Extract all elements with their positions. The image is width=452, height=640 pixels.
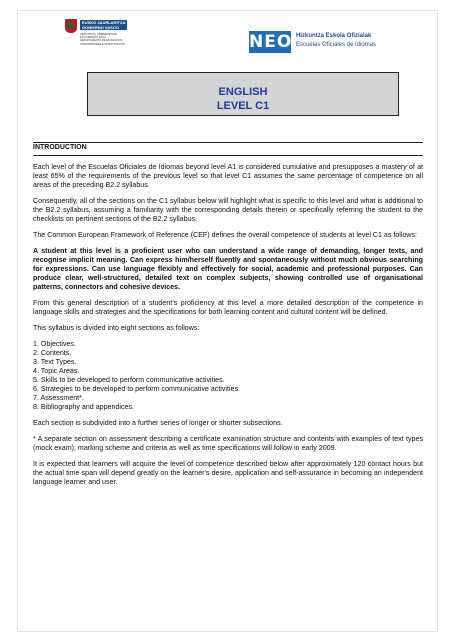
list-item: 1. Objectives. <box>33 340 76 348</box>
title-level: LEVEL C1 <box>216 100 270 112</box>
list-item: 4. Topic Areas. <box>33 367 80 375</box>
paragraph: This syllabus is divided into eight sections as follows: <box>33 324 200 332</box>
section-heading-bar <box>33 142 423 156</box>
paragraph: * A separate section on assessment describing a certificate examination structure and contents with examples of text types (mock exam), marking scheme and criteria as well as time specifications will follow in early 2009. <box>33 435 423 452</box>
gov-subtitle: HEZKUNTZA, UNIBERTSITATE ETA IKERKETA SAILA DEPARTAMENTO DE EDUCACIÓN, UNIVERSIDADES E INVESTIGACIÓN <box>80 33 125 46</box>
list-item: 2. Contents. <box>33 349 72 357</box>
title-box <box>87 72 399 116</box>
sections-list <box>33 340 423 412</box>
title-language: ENGLISH <box>218 86 268 98</box>
paragraph: Consequently, all of the sections on the C1 syllabus below will highlight what is specific to this level and what is additional to the B2.2 syllabus, assuming a familiarity with the corresponding details therein or specifically referring the student to the checklists on pertinent sections of the B2.2 syllabus. <box>33 197 423 223</box>
eoi-logo <box>249 31 379 61</box>
cef-definition: A student at this level is a proficient user who can understand a wide range of demanding, longer texts, and recognise implicit meaning. Can express him/herself fluently and spontaneously without much obvious searching for expressions. Can use language flexibly and effectively for social, academic and professional purposes. Can produce clear, well-structured, detailed text on complex subjects, showing controlled use of organisational patterns, connectors and cohesive devices. <box>33 247 423 291</box>
paragraph: It is expected that learners will acquire the level of competence described below after approximately 120 contact hours but the actual time span will depend greatly on the learner's desire, application and self-assurance in becoming an independent language learner and user. <box>33 460 423 486</box>
gov-title: EUSKO JAURLARITZA GOBIERNO VASCO <box>82 20 126 30</box>
paragraph: Each level of the Escuelas Oficiales de Idiomas beyond level A1 is considered cumulative and presupposes a mastery of at least 65% of the requirements of the previous level so that level C1 assumes the same percentage of competence on all areas of the preceding B2.2 syllabus. <box>33 163 423 189</box>
section-heading: INTRODUCTION <box>33 144 87 151</box>
basque-shield-icon <box>65 19 77 33</box>
eoi-name-basque: Hizkuntza Eskola Ofizialak <box>296 33 372 39</box>
neol-mark: NEOL <box>249 32 305 52</box>
list-item: 6. Strategies to be developed to perform communicative activities. <box>33 385 241 393</box>
paragraph: Each section is subdivided into a further series of longer or shorter subsections. <box>33 419 283 427</box>
list-item: 8. Bibliography and appendices. <box>33 403 134 411</box>
paragraph: The Common European Framework of Reference (CEF) defines the overall competence of students at level C1 as follows: <box>33 231 418 239</box>
list-item: 7. Assessment*. <box>33 394 84 402</box>
list-item: 5. Skills to be developed to perform communicative activities. <box>33 376 225 384</box>
document-body <box>33 163 423 494</box>
list-item: 3. Text Types. <box>33 358 77 366</box>
eoi-name-spanish: Escuelas Oficiales de Idiomas <box>296 42 377 48</box>
paragraph: From this general description of a student’s proficiency at this level a more detailed description of the competence in language skills and strategies and the specifications for both learning content and cultural content will be defined. <box>33 299 423 316</box>
